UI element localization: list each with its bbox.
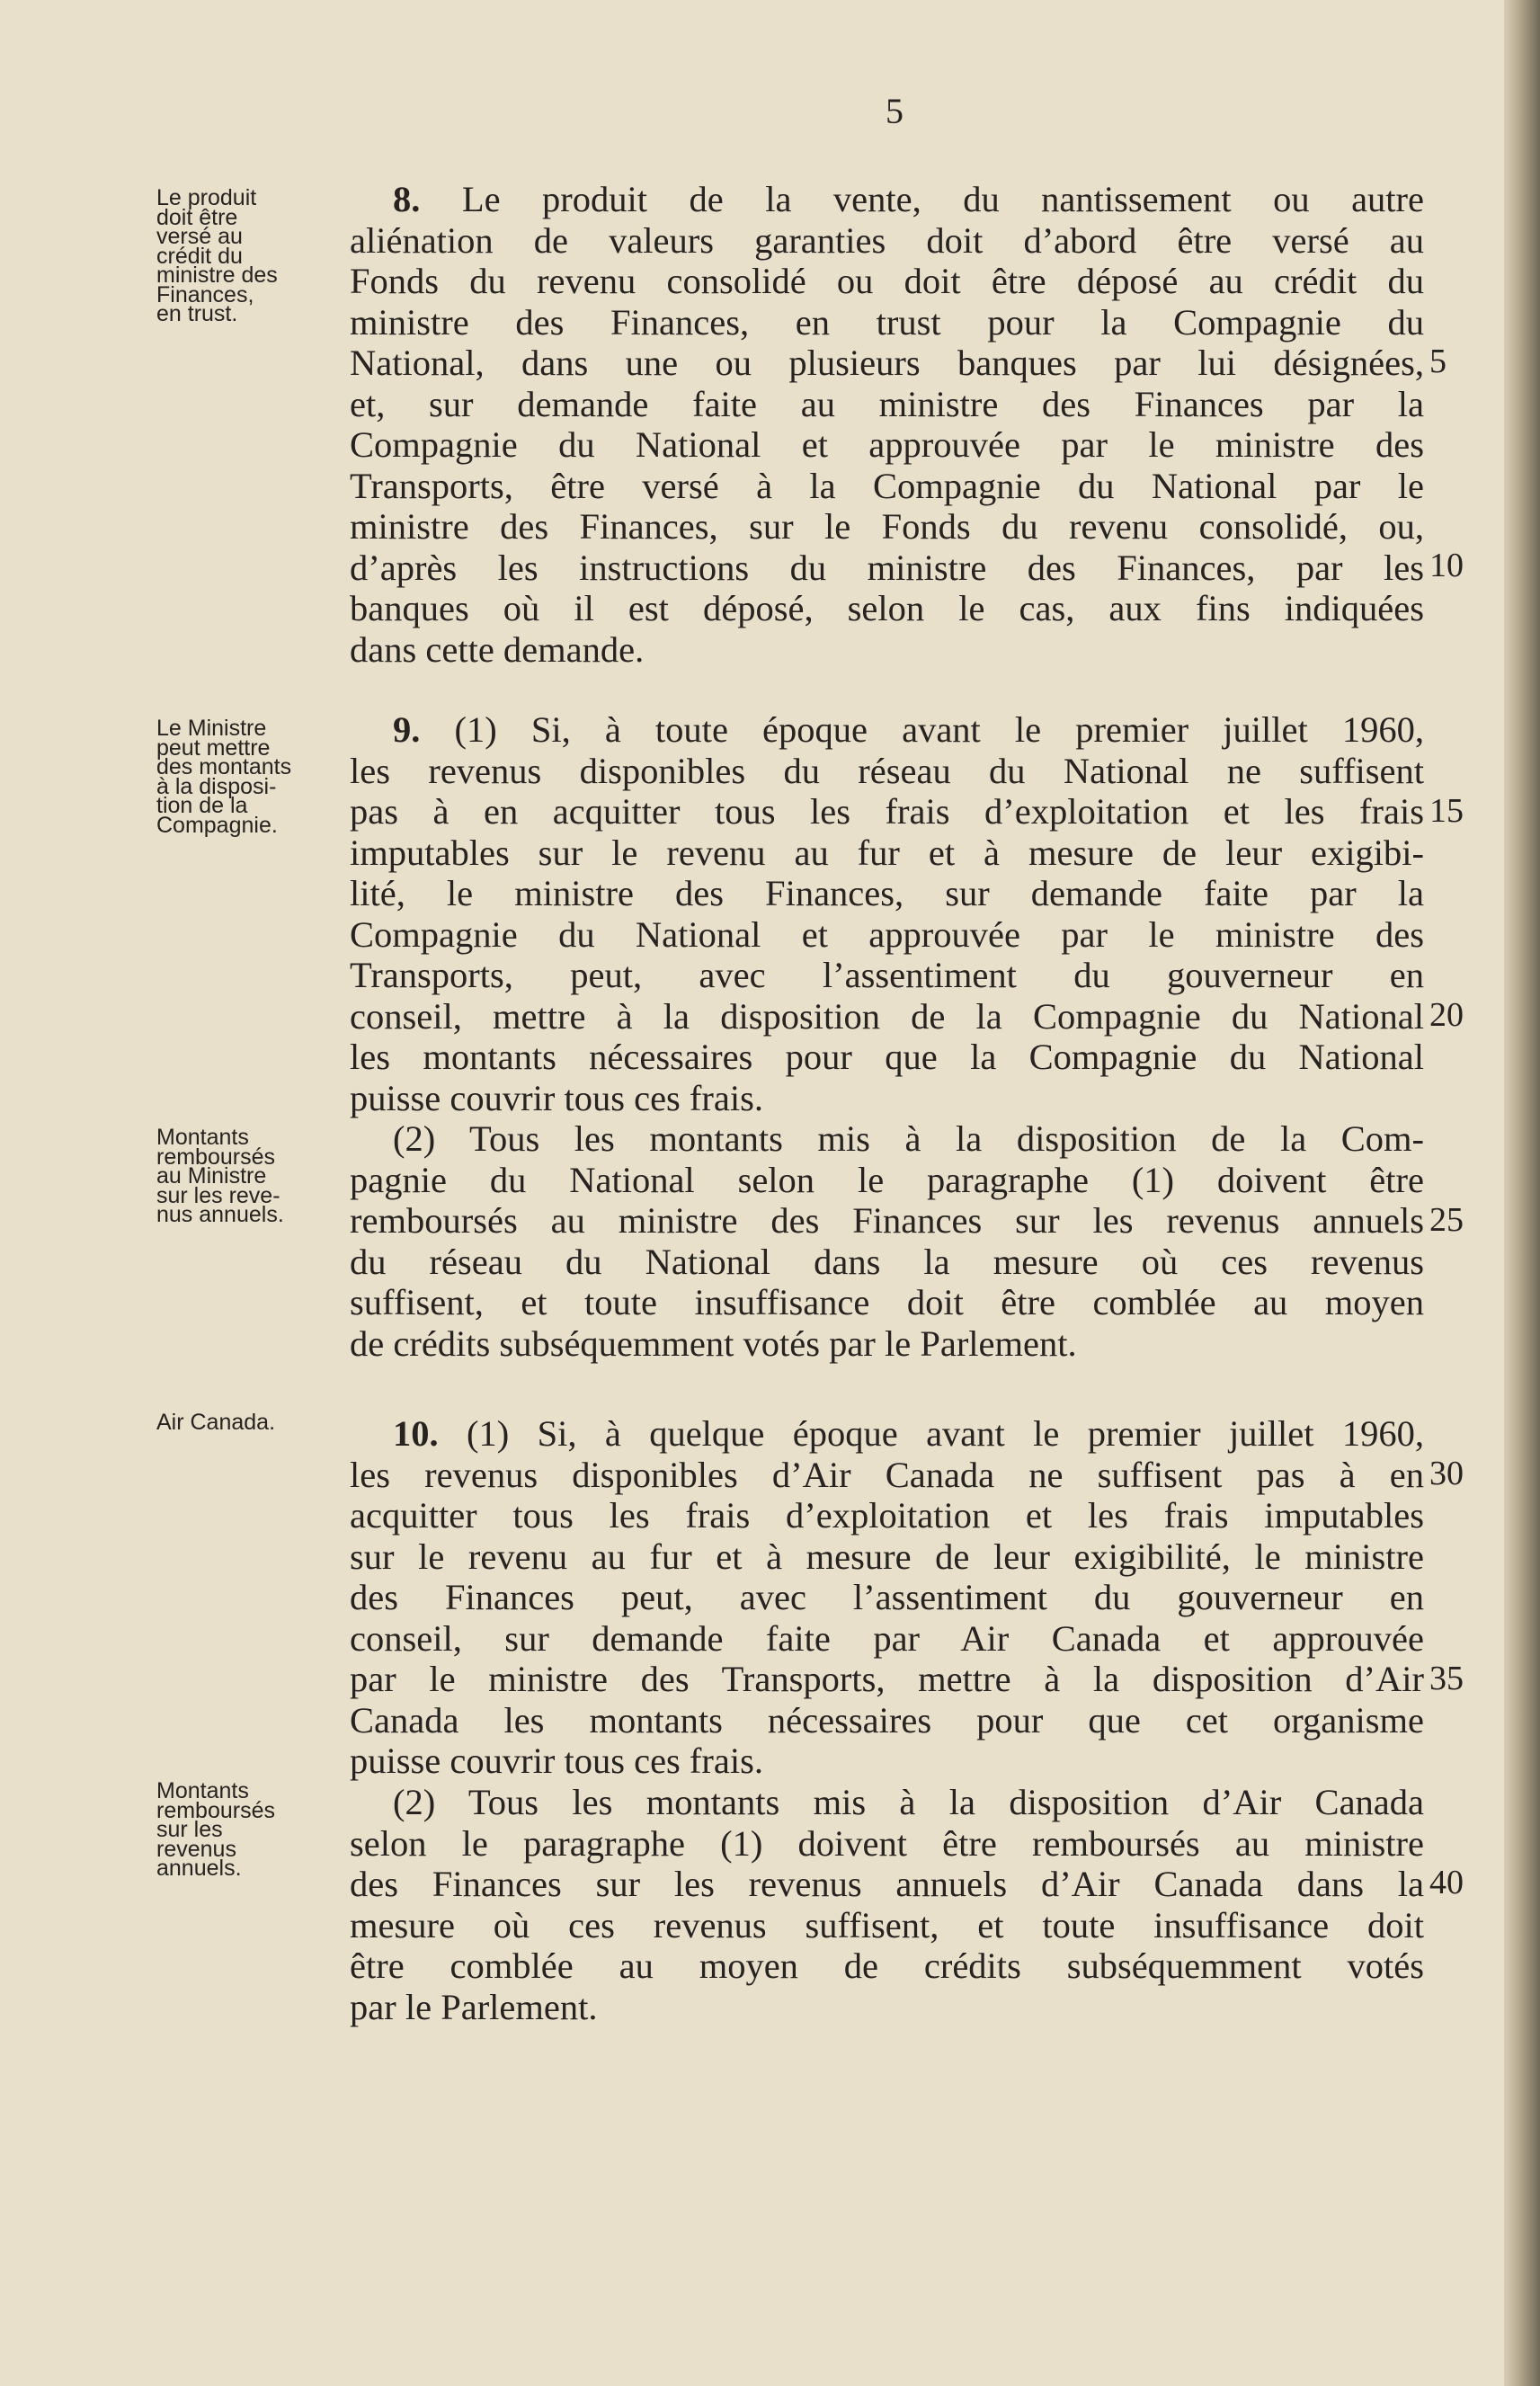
paragraph-line: dans cette demande.	[350, 628, 645, 670]
paragraph-line: des Finances peut, avec l’assentiment du gouverneur en	[350, 1577, 1424, 1617]
line-number: 15	[1429, 792, 1464, 830]
paragraph-line: mesure où ces revenus suffisent, et toute insuffisance doit	[350, 1904, 1424, 1945]
margin-note-line: au Ministre	[156, 1163, 267, 1189]
margin-note-line: peut mettre	[156, 734, 271, 761]
line-text: (1) Si, à toute époque avant le premier juillet 1960,	[454, 709, 1425, 750]
line-text: (2) Tous les montants mis à la disposition de la Com-	[393, 1118, 1424, 1159]
margin-note	[156, 1125, 318, 1227]
paragraph-line: aliénation de valeurs garanties doit d’abord être versé au	[350, 219, 1424, 261]
paragraph-line: lité, le ministre des Finances, sur demande faite par la	[350, 873, 1424, 913]
margin-note	[156, 1778, 318, 1881]
paragraph-first-line	[350, 1118, 1424, 1160]
paragraph-line: les revenus disponibles du réseau du National ne suffisent	[350, 750, 1424, 791]
margin-note-line: crédit du	[156, 243, 243, 269]
paragraph-line: Transports, peut, avec l’assentiment du gouverneur en	[350, 955, 1424, 995]
paragraph	[350, 1413, 1429, 1782]
section-number: 10.	[393, 1413, 439, 1454]
section-number: 8.	[393, 179, 421, 219]
page-edge	[1504, 0, 1540, 2386]
paragraph-line: remboursés au ministre des Finances sur les revenus annuels	[350, 1200, 1424, 1241]
paragraph-line: Compagnie du National et approuvée par le ministre des	[350, 913, 1424, 955]
paragraph-first-line	[350, 709, 1424, 751]
line-number: 25	[1429, 1201, 1464, 1239]
margin-note-line: doit être	[156, 204, 238, 230]
margin-note-line: Air Canada.	[156, 1410, 276, 1435]
margin-note-line: Le produit	[156, 185, 257, 210]
paragraph-first-line	[350, 1413, 1424, 1455]
paragraph-line: les revenus disponibles d’Air Canada ne suffisent pas à en	[350, 1454, 1424, 1495]
line-number: 20	[1429, 996, 1464, 1034]
margin-note	[156, 185, 318, 326]
paragraph-line: selon le paragraphe (1) doivent être remboursés au ministre	[350, 1822, 1424, 1864]
line-number: 5	[1429, 343, 1447, 380]
margin-note-line: en trust.	[156, 301, 238, 326]
margin-note-line: Montants	[156, 1125, 249, 1150]
paragraph-line: par le ministre des Transports, mettre à la disposition d’Air	[350, 1659, 1424, 1699]
paragraph-first-line	[350, 1782, 1424, 1823]
paragraph-line: National, dans une ou plusieurs banques par lui désignées,	[350, 343, 1424, 383]
line-text: (2) Tous les montants mis à la disposition d’Air Canada	[393, 1782, 1424, 1822]
paragraph	[350, 709, 1429, 1118]
line-number: 10	[1429, 547, 1464, 584]
paragraph-line: puisse couvrir tous ces frais.	[350, 1077, 764, 1118]
paragraph-line: pagnie du National selon le paragraphe (1) doivent être	[350, 1159, 1424, 1200]
paragraph-line: d’après les instructions du ministre des Finances, par les	[350, 547, 1424, 588]
paragraph-line: par le Parlement.	[350, 1986, 598, 2027]
paragraph	[350, 179, 1429, 670]
paragraph-line: ministre des Finances, sur le Fonds du revenu consolidé, ou,	[350, 506, 1424, 547]
section-number: 9.	[393, 709, 421, 750]
margin-note-line: annuels.	[156, 1856, 242, 1881]
paragraph-line: Compagnie du National et approuvée par le ministre des	[350, 424, 1424, 465]
paragraph-line: acquitter tous les frais d’exploitation et les frais imputables	[350, 1495, 1424, 1536]
paragraph-line: Transports, être versé à la Compagnie du National par le	[350, 465, 1424, 506]
margin-note-line: nus annuels.	[156, 1202, 284, 1227]
margin-note	[156, 1410, 318, 1435]
paragraph	[350, 1118, 1429, 1364]
margin-note-line: versé au	[156, 224, 243, 249]
paragraph-first-line	[350, 179, 1424, 220]
paragraph-line: suffisent, et toute insuffisance doit être comblée au moyen	[350, 1282, 1424, 1322]
paragraph-line: imputables sur le revenu au fur et à mesure de leur exigibi-	[350, 832, 1424, 873]
paragraph-line: banques où il est déposé, selon le cas, aux fins indiquées	[350, 588, 1424, 628]
margin-note-line: sur les	[156, 1817, 223, 1842]
margin-note-line: Le Ministre	[156, 716, 267, 741]
margin-note-line: revenus	[156, 1836, 236, 1862]
margin-note-line: remboursés	[156, 1144, 275, 1170]
paragraph	[350, 1782, 1429, 2027]
page-number: 5	[886, 91, 904, 131]
line-text: Le produit de la vente, du nantissement ou autre	[461, 179, 1425, 219]
margin-note-line: remboursés	[156, 1797, 275, 1823]
paragraph-line: sur le revenu au fur et à mesure de leur exigibilité, le ministre	[350, 1536, 1424, 1577]
paragraph-line: du réseau du National dans la mesure où ces revenus	[350, 1241, 1424, 1282]
paragraph-line: conseil, sur demande faite par Air Canada et approuvée	[350, 1617, 1424, 1659]
line-number: 40	[1429, 1864, 1464, 1901]
paragraph-line: être comblée au moyen de crédits subséquemment votés	[350, 1945, 1424, 1986]
line-text: (1) Si, à quelque époque avant le premier juillet 1960,	[467, 1413, 1425, 1454]
paragraph-line: de crédits subséquemment votés par le Parlement.	[350, 1322, 1077, 1364]
margin-note-line: Montants	[156, 1778, 249, 1803]
margin-note-line: à la disposi-	[156, 773, 277, 799]
margin-note-line: Compagnie.	[156, 812, 278, 838]
paragraph-line: Fonds du revenu consolidé ou doit être déposé au crédit du	[350, 261, 1424, 301]
paragraph-line: pas à en acquitter tous les frais d’exploitation et les frais	[350, 791, 1424, 832]
margin-note-line: sur les reve-	[156, 1182, 280, 1208]
margin-note-line: ministre des	[156, 263, 278, 288]
paragraph-line: puisse couvrir tous ces frais.	[350, 1741, 764, 1781]
paragraph-line: Canada les montants nécessaires pour que cet organisme	[350, 1699, 1424, 1741]
margin-note-line: des montants	[156, 754, 292, 779]
paragraph-line: et, sur demande faite au ministre des Finances par la	[350, 383, 1424, 424]
margin-note	[156, 716, 318, 838]
line-number: 30	[1429, 1455, 1464, 1492]
paragraph-line: ministre des Finances, en trust pour la Compagnie du	[350, 301, 1424, 343]
paragraph-line: des Finances sur les revenus annuels d’Air Canada dans la	[350, 1864, 1424, 1904]
paragraph-line: les montants nécessaires pour que la Compagnie du National	[350, 1037, 1424, 1077]
margin-note-line: Finances,	[156, 281, 254, 307]
margin-note-line: tion de la	[156, 793, 248, 818]
paragraph-line: conseil, mettre à la disposition de la Compagnie du National	[350, 995, 1424, 1037]
line-number: 35	[1429, 1660, 1464, 1697]
